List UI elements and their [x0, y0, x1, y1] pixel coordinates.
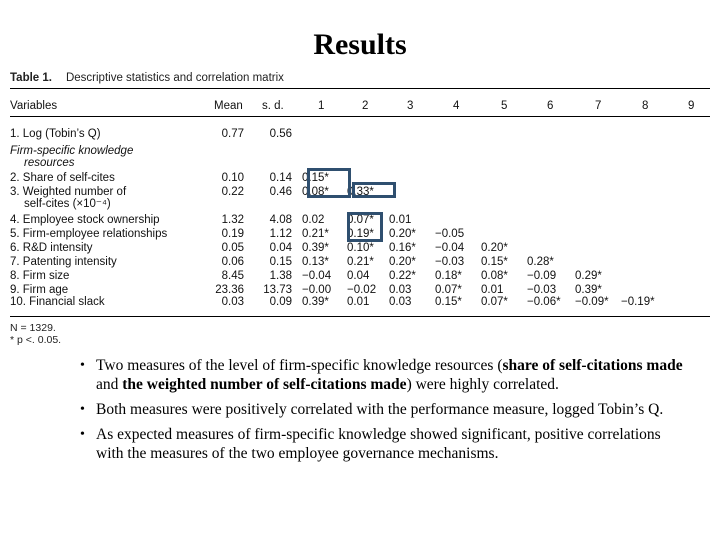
mean-cell: 8.45: [221, 270, 244, 282]
corr-cell: −0.02: [347, 284, 377, 296]
row-label: 2. Share of self-cites: [10, 172, 115, 184]
corr-cell: −0.09: [527, 270, 557, 282]
corr-cell: 0.15*: [481, 256, 508, 268]
header-variables: Variables: [10, 100, 58, 112]
table-note-n: N = 1329.: [10, 322, 56, 334]
header-col-8: 6: [547, 100, 554, 112]
correlation-table: [10, 0, 710, 330]
sd-cell: 0.14: [269, 172, 292, 184]
row-label: 7. Patenting intensity: [10, 256, 117, 268]
corr-cell: 0.10*: [347, 242, 374, 254]
corr-cell: 0.20*: [389, 256, 416, 268]
mean-cell: 0.19: [221, 228, 244, 240]
header-col-3: 1: [318, 100, 325, 112]
text-span: and: [96, 376, 123, 393]
mean-cell: 1.32: [221, 214, 244, 226]
corr-cell: 0.02: [302, 214, 325, 226]
corr-cell: 0.07*: [435, 284, 462, 296]
sd-cell: 0.46: [269, 186, 292, 198]
corr-cell: 0.39*: [302, 242, 329, 254]
corr-cell: 0.01: [481, 284, 504, 296]
table-notes: [10, 322, 61, 346]
header-col-6: 4: [453, 100, 460, 112]
row-label: 6. R&D intensity: [10, 242, 93, 254]
corr-cell: 0.03: [389, 284, 412, 296]
bold-phrase: share of self-citations made: [502, 357, 683, 374]
corr-cell: 0.08*: [481, 270, 508, 282]
row-label: 1. Log (Tobin’s Q): [10, 128, 101, 140]
finding-bullet: [80, 356, 690, 394]
corr-cell: −0.00: [302, 284, 332, 296]
finding-bullet: [80, 400, 690, 419]
row-label: 8. Firm size: [10, 270, 70, 282]
corr-cell: 0.03: [389, 296, 412, 308]
corr-cell: 0.21*: [302, 228, 329, 240]
row-label: self-cites (×10⁻⁴): [24, 198, 111, 210]
sd-cell: 13.73: [263, 284, 292, 296]
corr-cell: 0.13*: [302, 256, 329, 268]
corr-cell: 0.08*: [302, 186, 329, 198]
corr-cell: 0.33*: [347, 186, 374, 198]
mean-cell: 0.05: [221, 242, 244, 254]
sd-cell: 0.09: [269, 296, 292, 308]
corr-cell: 0.39*: [575, 284, 602, 296]
corr-cell: −0.04: [435, 242, 465, 254]
mean-cell: 23.36: [215, 284, 244, 296]
corr-cell: 0.21*: [347, 256, 374, 268]
sd-cell: 4.08: [269, 214, 292, 226]
mean-cell: 0.06: [221, 256, 244, 268]
corr-cell: 0.29*: [575, 270, 602, 282]
header-col-2: s. d.: [262, 100, 284, 112]
corr-cell: −0.04: [302, 270, 332, 282]
table-caption-number: Table 1.: [10, 72, 52, 84]
corr-cell: 0.39*: [302, 296, 329, 308]
corr-cell: −0.19*: [621, 296, 655, 308]
text-span: Two measures of the level of firm-specific knowledge resources (: [96, 357, 503, 374]
corr-cell: 0.19*: [347, 228, 374, 240]
row-label: 5. Firm-employee relationships: [10, 228, 168, 240]
corr-cell: 0.15*: [435, 296, 462, 308]
corr-cell: 0.18*: [435, 270, 462, 282]
corr-cell: 0.07*: [481, 296, 508, 308]
corr-cell: −0.06*: [527, 296, 561, 308]
corr-cell: 0.16*: [389, 242, 416, 254]
header-col-4: 2: [362, 100, 369, 112]
slide-title: Results: [313, 28, 407, 61]
finding-bullet: [80, 425, 690, 463]
section-label: resources: [24, 157, 75, 169]
row-label: 3. Weighted number of: [10, 186, 127, 198]
row-label: 9. Firm age: [10, 284, 69, 296]
corr-cell: 0.04: [347, 270, 370, 282]
mean-cell: 0.10: [221, 172, 244, 184]
header-col-9: 7: [595, 100, 602, 112]
sd-cell: 0.04: [269, 242, 292, 254]
header-col-5: 3: [407, 100, 414, 112]
corr-cell: −0.03: [435, 256, 465, 268]
row-label: 10. Financial slack: [10, 296, 105, 308]
findings-list: [80, 356, 690, 469]
corr-cell: −0.05: [435, 228, 465, 240]
corr-cell: −0.09*: [575, 296, 609, 308]
sd-cell: 1.12: [269, 228, 292, 240]
corr-cell: 0.28*: [527, 256, 554, 268]
header-col-10: 8: [642, 100, 649, 112]
mean-cell: 0.03: [221, 296, 244, 308]
text-span: ) were highly correlated.: [406, 376, 559, 393]
header-col-7: 5: [501, 100, 508, 112]
corr-cell: 0.07*: [347, 214, 374, 226]
section-label: Firm-specific knowledge: [10, 145, 134, 157]
sd-cell: 0.56: [269, 128, 292, 140]
table-caption-text: Descriptive statistics and correlation matrix: [65, 72, 284, 84]
sd-cell: 0.15: [269, 256, 292, 268]
corr-cell: −0.03: [527, 284, 557, 296]
corr-cell: 0.20*: [481, 242, 508, 254]
corr-cell: 0.20*: [389, 228, 416, 240]
row-label: 4. Employee stock ownership: [10, 214, 160, 226]
sd-cell: 1.38: [269, 270, 292, 282]
mean-cell: 0.77: [221, 128, 244, 140]
bold-phrase: the weighted number of self-citations made: [122, 376, 407, 393]
corr-cell: 0.22*: [389, 270, 416, 282]
text-span: As expected measures of firm-specific knowledge showed significant, positive correlations with the measures of the two employee governance mechanisms.: [96, 426, 661, 462]
corr-cell: 0.01: [389, 214, 412, 226]
header-col-1: Mean: [214, 100, 243, 112]
table-note-p: * p <. 0.05.: [10, 334, 62, 346]
corr-cell: 0.01: [347, 296, 370, 308]
corr-cell: 0.15*: [302, 172, 329, 184]
header-col-11: 9: [688, 100, 695, 112]
text-span: Both measures were positively correlated with the performance measure, logged Tobin’s Q.: [96, 401, 664, 418]
mean-cell: 0.22: [221, 186, 244, 198]
